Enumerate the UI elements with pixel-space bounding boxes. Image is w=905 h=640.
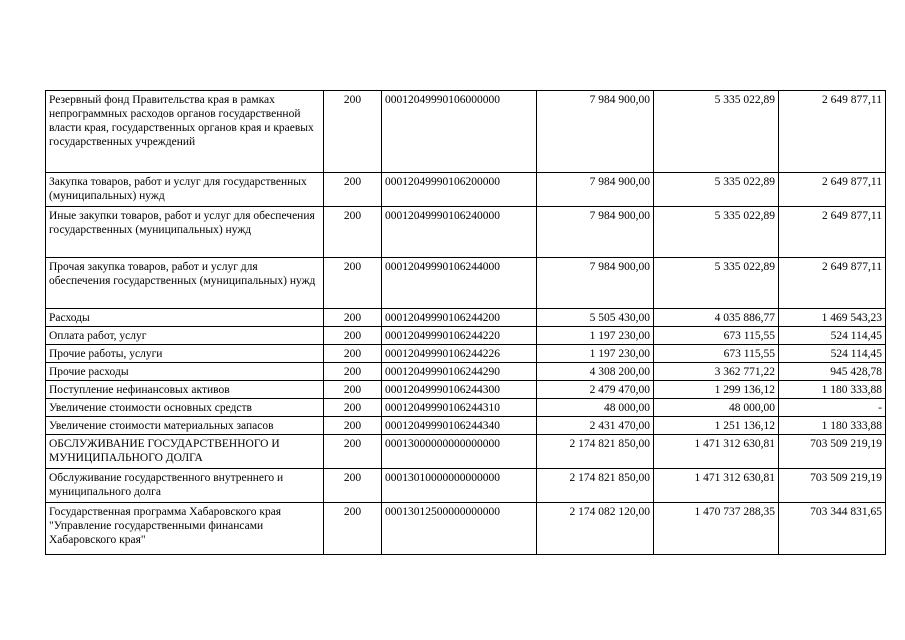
row-name-cell: Иные закупки товаров, работ и услуг для обеспечения государственных (муниципальных) нужд xyxy=(46,207,324,258)
row-name-cell: Государственная программа Хабаровского края "Управление государственными финансами Хабаровского края" xyxy=(46,503,324,555)
row-remaining-cell: 703 509 219,19 xyxy=(779,435,886,469)
table-row xyxy=(46,363,886,381)
row-code-cell: 200 xyxy=(324,258,382,309)
table-row xyxy=(46,469,886,503)
row-name-cell: ОБСЛУЖИВАНИЕ ГОСУДАРСТВЕННОГО И МУНИЦИПАЛЬНОГО ДОЛГА xyxy=(46,435,324,469)
row-code-cell: 200 xyxy=(324,381,382,399)
row-kbk-cell: 00012049990106000000 xyxy=(382,91,537,173)
row-name-cell: Оплата работ, услуг xyxy=(46,327,324,345)
row-assigned-cell: 7 984 900,00 xyxy=(537,173,654,207)
table-row xyxy=(46,399,886,417)
table-row xyxy=(46,173,886,207)
row-name-cell: Резервный фонд Правительства края в рамках непрограммных расходов органов государственной власти края, государственных органов края и краевых государственных учреждений xyxy=(46,91,324,173)
table-row xyxy=(46,381,886,399)
row-assigned-cell: 4 308 200,00 xyxy=(537,363,654,381)
budget-execution-table xyxy=(45,90,886,555)
row-executed-cell: 1 251 136,12 xyxy=(654,417,779,435)
row-code-cell: 200 xyxy=(324,327,382,345)
row-executed-cell: 1 299 136,12 xyxy=(654,381,779,399)
row-name-cell: Расходы xyxy=(46,309,324,327)
row-assigned-cell: 2 479 470,00 xyxy=(537,381,654,399)
row-code-cell: 200 xyxy=(324,91,382,173)
row-remaining-cell: 703 509 219,19 xyxy=(779,469,886,503)
row-executed-cell: 4 035 886,77 xyxy=(654,309,779,327)
row-code-cell: 200 xyxy=(324,363,382,381)
row-name-cell: Прочие работы, услуги xyxy=(46,345,324,363)
row-executed-cell: 5 335 022,89 xyxy=(654,173,779,207)
row-code-cell: 200 xyxy=(324,469,382,503)
row-executed-cell: 673 115,55 xyxy=(654,345,779,363)
row-remaining-cell: 2 649 877,11 xyxy=(779,91,886,173)
row-kbk-cell: 00013000000000000000 xyxy=(382,435,537,469)
row-kbk-cell: 00013010000000000000 xyxy=(382,469,537,503)
table-row xyxy=(46,327,886,345)
row-executed-cell: 1 470 737 288,35 xyxy=(654,503,779,555)
row-kbk-cell: 00012049990106244226 xyxy=(382,345,537,363)
row-assigned-cell: 2 174 821 850,00 xyxy=(537,469,654,503)
row-remaining-cell: 703 344 831,65 xyxy=(779,503,886,555)
row-kbk-cell: 00012049990106244300 xyxy=(382,381,537,399)
row-name-cell: Прочая закупка товаров, работ и услуг для обеспечения государственных (муниципальных) нужд xyxy=(46,258,324,309)
row-executed-cell: 1 471 312 630,81 xyxy=(654,469,779,503)
row-assigned-cell: 7 984 900,00 xyxy=(537,91,654,173)
row-code-cell: 200 xyxy=(324,399,382,417)
row-assigned-cell: 1 197 230,00 xyxy=(537,327,654,345)
row-remaining-cell: - xyxy=(779,399,886,417)
row-executed-cell: 5 335 022,89 xyxy=(654,91,779,173)
row-remaining-cell: 945 428,78 xyxy=(779,363,886,381)
row-kbk-cell: 00012049990106244220 xyxy=(382,327,537,345)
table-row xyxy=(46,258,886,309)
row-code-cell: 200 xyxy=(324,417,382,435)
row-remaining-cell: 1 180 333,88 xyxy=(779,381,886,399)
table-row xyxy=(46,207,886,258)
table-row xyxy=(46,503,886,555)
row-remaining-cell: 1 180 333,88 xyxy=(779,417,886,435)
row-code-cell: 200 xyxy=(324,503,382,555)
row-code-cell: 200 xyxy=(324,345,382,363)
row-kbk-cell: 00012049990106244340 xyxy=(382,417,537,435)
row-name-cell: Увеличение стоимости материальных запасов xyxy=(46,417,324,435)
row-code-cell: 200 xyxy=(324,173,382,207)
row-name-cell: Поступление нефинансовых активов xyxy=(46,381,324,399)
row-assigned-cell: 2 174 082 120,00 xyxy=(537,503,654,555)
row-code-cell: 200 xyxy=(324,435,382,469)
row-remaining-cell: 1 469 543,23 xyxy=(779,309,886,327)
row-assigned-cell: 7 984 900,00 xyxy=(537,207,654,258)
row-remaining-cell: 524 114,45 xyxy=(779,327,886,345)
row-kbk-cell: 00012049990106200000 xyxy=(382,173,537,207)
row-name-cell: Обслуживание государственного внутреннего и муниципального долга xyxy=(46,469,324,503)
row-assigned-cell: 48 000,00 xyxy=(537,399,654,417)
table-row xyxy=(46,417,886,435)
row-code-cell: 200 xyxy=(324,309,382,327)
row-executed-cell: 5 335 022,89 xyxy=(654,258,779,309)
row-remaining-cell: 2 649 877,11 xyxy=(779,173,886,207)
row-kbk-cell: 00012049990106244310 xyxy=(382,399,537,417)
row-remaining-cell: 524 114,45 xyxy=(779,345,886,363)
table-row xyxy=(46,345,886,363)
row-executed-cell: 3 362 771,22 xyxy=(654,363,779,381)
row-kbk-cell: 00012049990106244000 xyxy=(382,258,537,309)
row-kbk-cell: 00013012500000000000 xyxy=(382,503,537,555)
row-kbk-cell: 00012049990106240000 xyxy=(382,207,537,258)
row-executed-cell: 673 115,55 xyxy=(654,327,779,345)
row-name-cell: Прочие расходы xyxy=(46,363,324,381)
row-assigned-cell: 7 984 900,00 xyxy=(537,258,654,309)
row-kbk-cell: 00012049990106244290 xyxy=(382,363,537,381)
table-row xyxy=(46,309,886,327)
row-name-cell: Увеличение стоимости основных средств xyxy=(46,399,324,417)
row-remaining-cell: 2 649 877,11 xyxy=(779,258,886,309)
row-remaining-cell: 2 649 877,11 xyxy=(779,207,886,258)
row-executed-cell: 1 471 312 630,81 xyxy=(654,435,779,469)
row-assigned-cell: 5 505 430,00 xyxy=(537,309,654,327)
row-executed-cell: 5 335 022,89 xyxy=(654,207,779,258)
table-row xyxy=(46,91,886,173)
row-assigned-cell: 2 174 821 850,00 xyxy=(537,435,654,469)
row-name-cell: Закупка товаров, работ и услуг для государственных (муниципальных) нужд xyxy=(46,173,324,207)
row-assigned-cell: 2 431 470,00 xyxy=(537,417,654,435)
row-executed-cell: 48 000,00 xyxy=(654,399,779,417)
row-assigned-cell: 1 197 230,00 xyxy=(537,345,654,363)
table-row xyxy=(46,435,886,469)
row-code-cell: 200 xyxy=(324,207,382,258)
row-kbk-cell: 00012049990106244200 xyxy=(382,309,537,327)
